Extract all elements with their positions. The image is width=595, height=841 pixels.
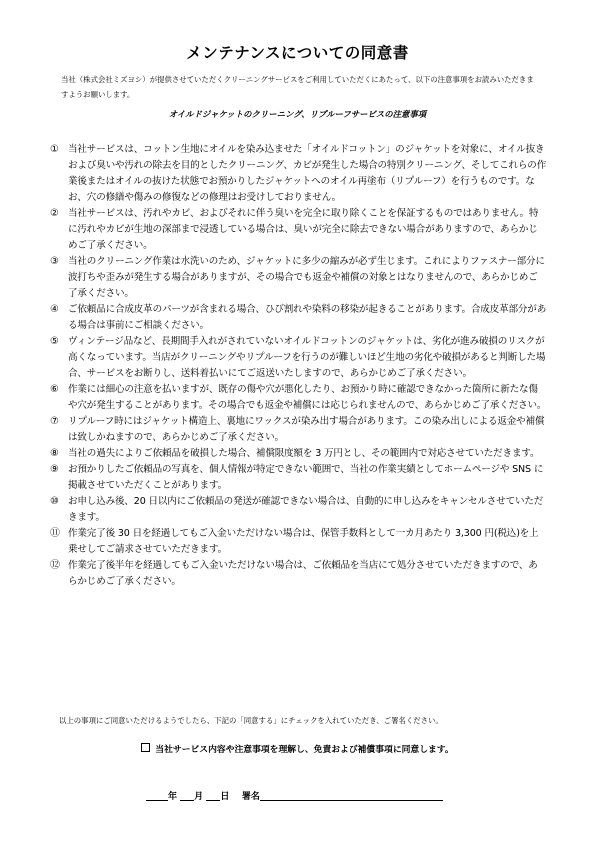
item-text: ヴィンテージ品など、長期間手入れがされていないオイルドコットンのジャケットは、劣化が進み破損のリスクが高くなっています。当店がクリーニングやリプルーフを行うのが難しいほど生地の劣化や破損があると判断した場合、サービスをお断りし、送料着払いにてご返送いたしますので、あらかじめご了承ください。 xyxy=(68,336,546,379)
item-text: 作業完了後半年を経過してもご入金いただけない場合は、ご依頼品を当店にて処分させていただきますので、あらかじめご了承ください。 xyxy=(68,560,538,587)
year-blank[interactable] xyxy=(146,791,168,801)
item-number: ⑧ xyxy=(50,448,59,459)
agree-checkbox[interactable] xyxy=(141,743,150,752)
list-item xyxy=(47,206,547,254)
list-item xyxy=(47,526,547,558)
item-number: ⑪ xyxy=(50,528,60,539)
item-text: ご依頼品に合成皮革のパーツが含まれる場合、ひび割れや染料の移染が起きることがあります。合成皮革部分がある場合は事前にご相談ください。 xyxy=(68,304,547,331)
signature-label: 署名 xyxy=(241,792,260,802)
list-item xyxy=(47,254,547,302)
item-text: 当社の過失によりご依頼品を破損した場合、補償限度額を 3 万円とし、その範囲内で対応させていただきます。 xyxy=(68,448,540,459)
item-number: ③ xyxy=(50,256,59,267)
list-item xyxy=(47,558,547,590)
item-text: 当社サービスは、汚れやカビ、およびそれに伴う臭いを完全に取り除くことを保証するものではありません。特に汚れやカビが生地の深部まで浸透している場合は、臭いが完全に除去できない場合がありますので、あらかじめご了承ください。 xyxy=(68,208,539,251)
item-text: お申し込み後、20 日以内にご依頼品の発送が確認できない場合は、自動的に申し込みをキャンセルさせていただきます。 xyxy=(68,496,544,523)
list-item xyxy=(47,334,547,382)
agreement-row xyxy=(0,742,595,755)
item-text: お預かりしたご依頼品の写真を、個人情報が特定できない範囲で、当社の作業実績としてホームページや SNS に掲載させていただくことがあります。 xyxy=(68,464,544,491)
item-number: ① xyxy=(50,144,59,155)
signature-row xyxy=(146,789,443,802)
list-item xyxy=(47,302,547,334)
page-title: メンテナンスについての同意書 xyxy=(186,44,409,62)
day-blank[interactable] xyxy=(206,791,220,801)
item-number: ⑤ xyxy=(50,336,59,347)
intro-paragraph: 当社（株式会社ミズヨシ）が提供させていただくクリーニングサービスをご利用していただくにあたって、以下の注意事項をお読みいただきますようお願いします。 xyxy=(61,75,534,99)
item-number: ⑩ xyxy=(50,496,59,507)
item-text: 作業には細心の注意を払いますが、既存の傷や穴が悪化したり、お預かり時に確認できなかった箇所に新たな傷や穴が発生することがあります。その場合でも返金や補償には応じられませんので、あらかじめご了承ください。 xyxy=(68,384,547,411)
item-number: ⑥ xyxy=(50,384,59,395)
list-item xyxy=(47,414,547,446)
terms-list xyxy=(47,142,547,590)
month-blank[interactable] xyxy=(180,791,194,801)
item-number: ② xyxy=(50,208,59,219)
item-text: 当社サービスは、コットン生地にオイルを染み込ませた「オイルドコットン」のジャケットを対象に、オイル抜きおよび臭いや汚れの除去を目的としたクリーニング、カビが発生した場合の特別クリーニング、そしてこれらの作業後またはオイルの抜けた状態でお預かりしたジャケットへのオイル再塗布（リプルーフ）を行うものです。なお、穴の修繕や傷みの修復などの修理はお受けしておりません。 xyxy=(68,144,547,203)
item-number: ④ xyxy=(50,304,59,315)
list-item xyxy=(47,446,547,462)
agree-label: 当社サービス内容や注意事項を理解し、免責および補償事項に同意します。 xyxy=(155,745,454,755)
item-text: 当社のクリーニング作業は水洗いのため、ジャケットに多少の縮みが必ず生じます。これによりファスナー部分に波打ちや歪みが発生する場合がありますが、その場合でも返金や補償の対象とはなりませんので、あらかじめご了承ください。 xyxy=(68,256,545,299)
year-label: 年 xyxy=(168,792,178,802)
signature-blank[interactable] xyxy=(260,791,443,801)
list-item xyxy=(47,462,547,494)
day-label: 日 xyxy=(220,792,230,802)
list-item xyxy=(47,382,547,414)
item-number: ⑦ xyxy=(50,416,59,427)
outro-paragraph: 以上の事項にご同意いただけるようでしたら、下記の「同意する」にチェックを入れていただき、ご署名ください。 xyxy=(59,716,443,725)
section-title: オイルドジャケットのクリーニング、リプルーフサービスの注意事項 xyxy=(168,109,427,119)
item-text: リプルーフ時にはジャケット構造上、裏地にワックスが染み出す場合があります。この染み出しによる返金や補償は致しかねますので、あらかじめご了承ください。 xyxy=(68,416,545,443)
item-number: ⑨ xyxy=(50,464,59,475)
month-label: 月 xyxy=(194,792,204,802)
item-text: 作業完了後 30 日を経過してもご入金いただけない場合は、保管手数料として一カ月あたり 3,300 円(税込)を上乗せしてご請求させていただきます。 xyxy=(68,528,539,555)
list-item xyxy=(47,142,547,206)
list-item xyxy=(47,494,547,526)
item-number: ⑫ xyxy=(50,560,60,571)
